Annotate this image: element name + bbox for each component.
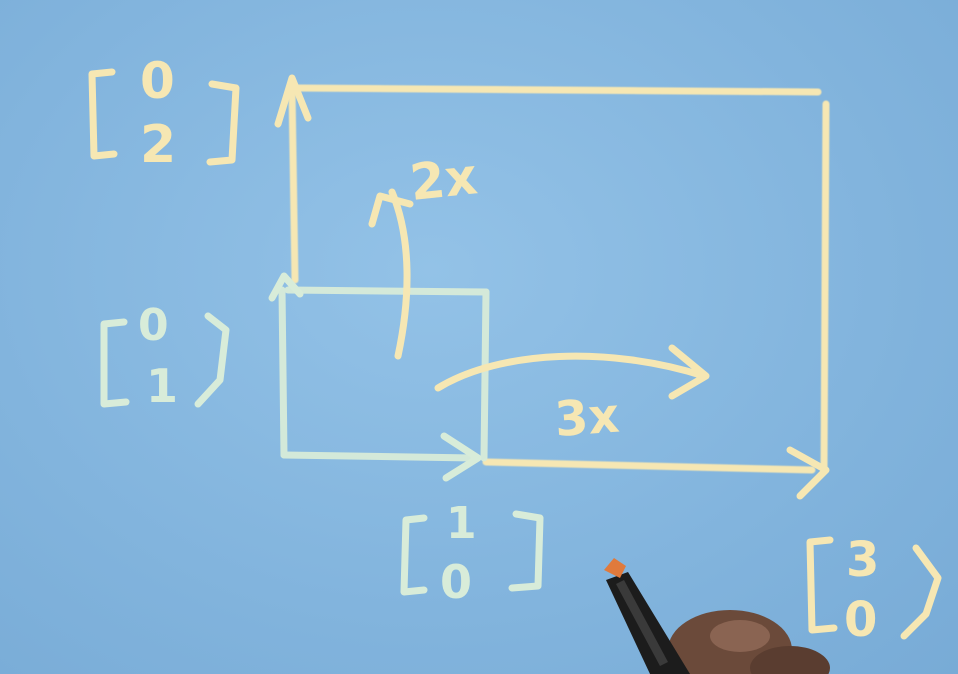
left-bracket (810, 540, 834, 630)
e2-scaled-top: 0 (140, 52, 175, 110)
vector-label-e1-scaled (810, 532, 938, 648)
left-bracket (104, 322, 126, 404)
right-bracket (904, 548, 938, 636)
unit-square (282, 290, 486, 458)
e1-scaled-bottom: 0 (844, 592, 878, 648)
e1-top: 1 (446, 498, 477, 549)
right-bracket (210, 84, 236, 162)
hand-with-marker (604, 558, 830, 674)
horizontal-scale-label: 3x (552, 387, 622, 448)
scaled-rectangle-left-edge (292, 90, 295, 280)
e2-scaled-bottom: 2 (140, 115, 177, 175)
right-bracket (198, 316, 226, 404)
horizontal-scale-arrow (438, 356, 704, 388)
right-bracket (512, 514, 540, 588)
hand-highlight (710, 620, 770, 652)
vertical-scale-arrow (392, 192, 407, 356)
e1-scaled-top: 3 (846, 532, 880, 588)
scaled-rectangle-bottom-edge (486, 462, 812, 470)
unit-square-top-edge (288, 290, 486, 292)
unit-square-left-edge (282, 290, 284, 455)
vector-label-e1 (404, 498, 540, 609)
vector-label-e2 (104, 300, 226, 413)
vector-label-e2-scaled (92, 52, 236, 175)
vertical-scale-label: 2x (407, 147, 480, 212)
left-bracket (92, 72, 114, 156)
scaled-rectangle-top-edge (296, 88, 818, 92)
unit-square-right-edge (484, 292, 486, 458)
e2-top: 0 (138, 300, 169, 351)
left-bracket (404, 518, 424, 592)
e2-bottom: 1 (146, 359, 179, 413)
e1-bottom: 0 (440, 555, 473, 609)
unit-square-bottom-edge (284, 455, 474, 458)
scaled-rectangle-right-edge (824, 104, 826, 470)
